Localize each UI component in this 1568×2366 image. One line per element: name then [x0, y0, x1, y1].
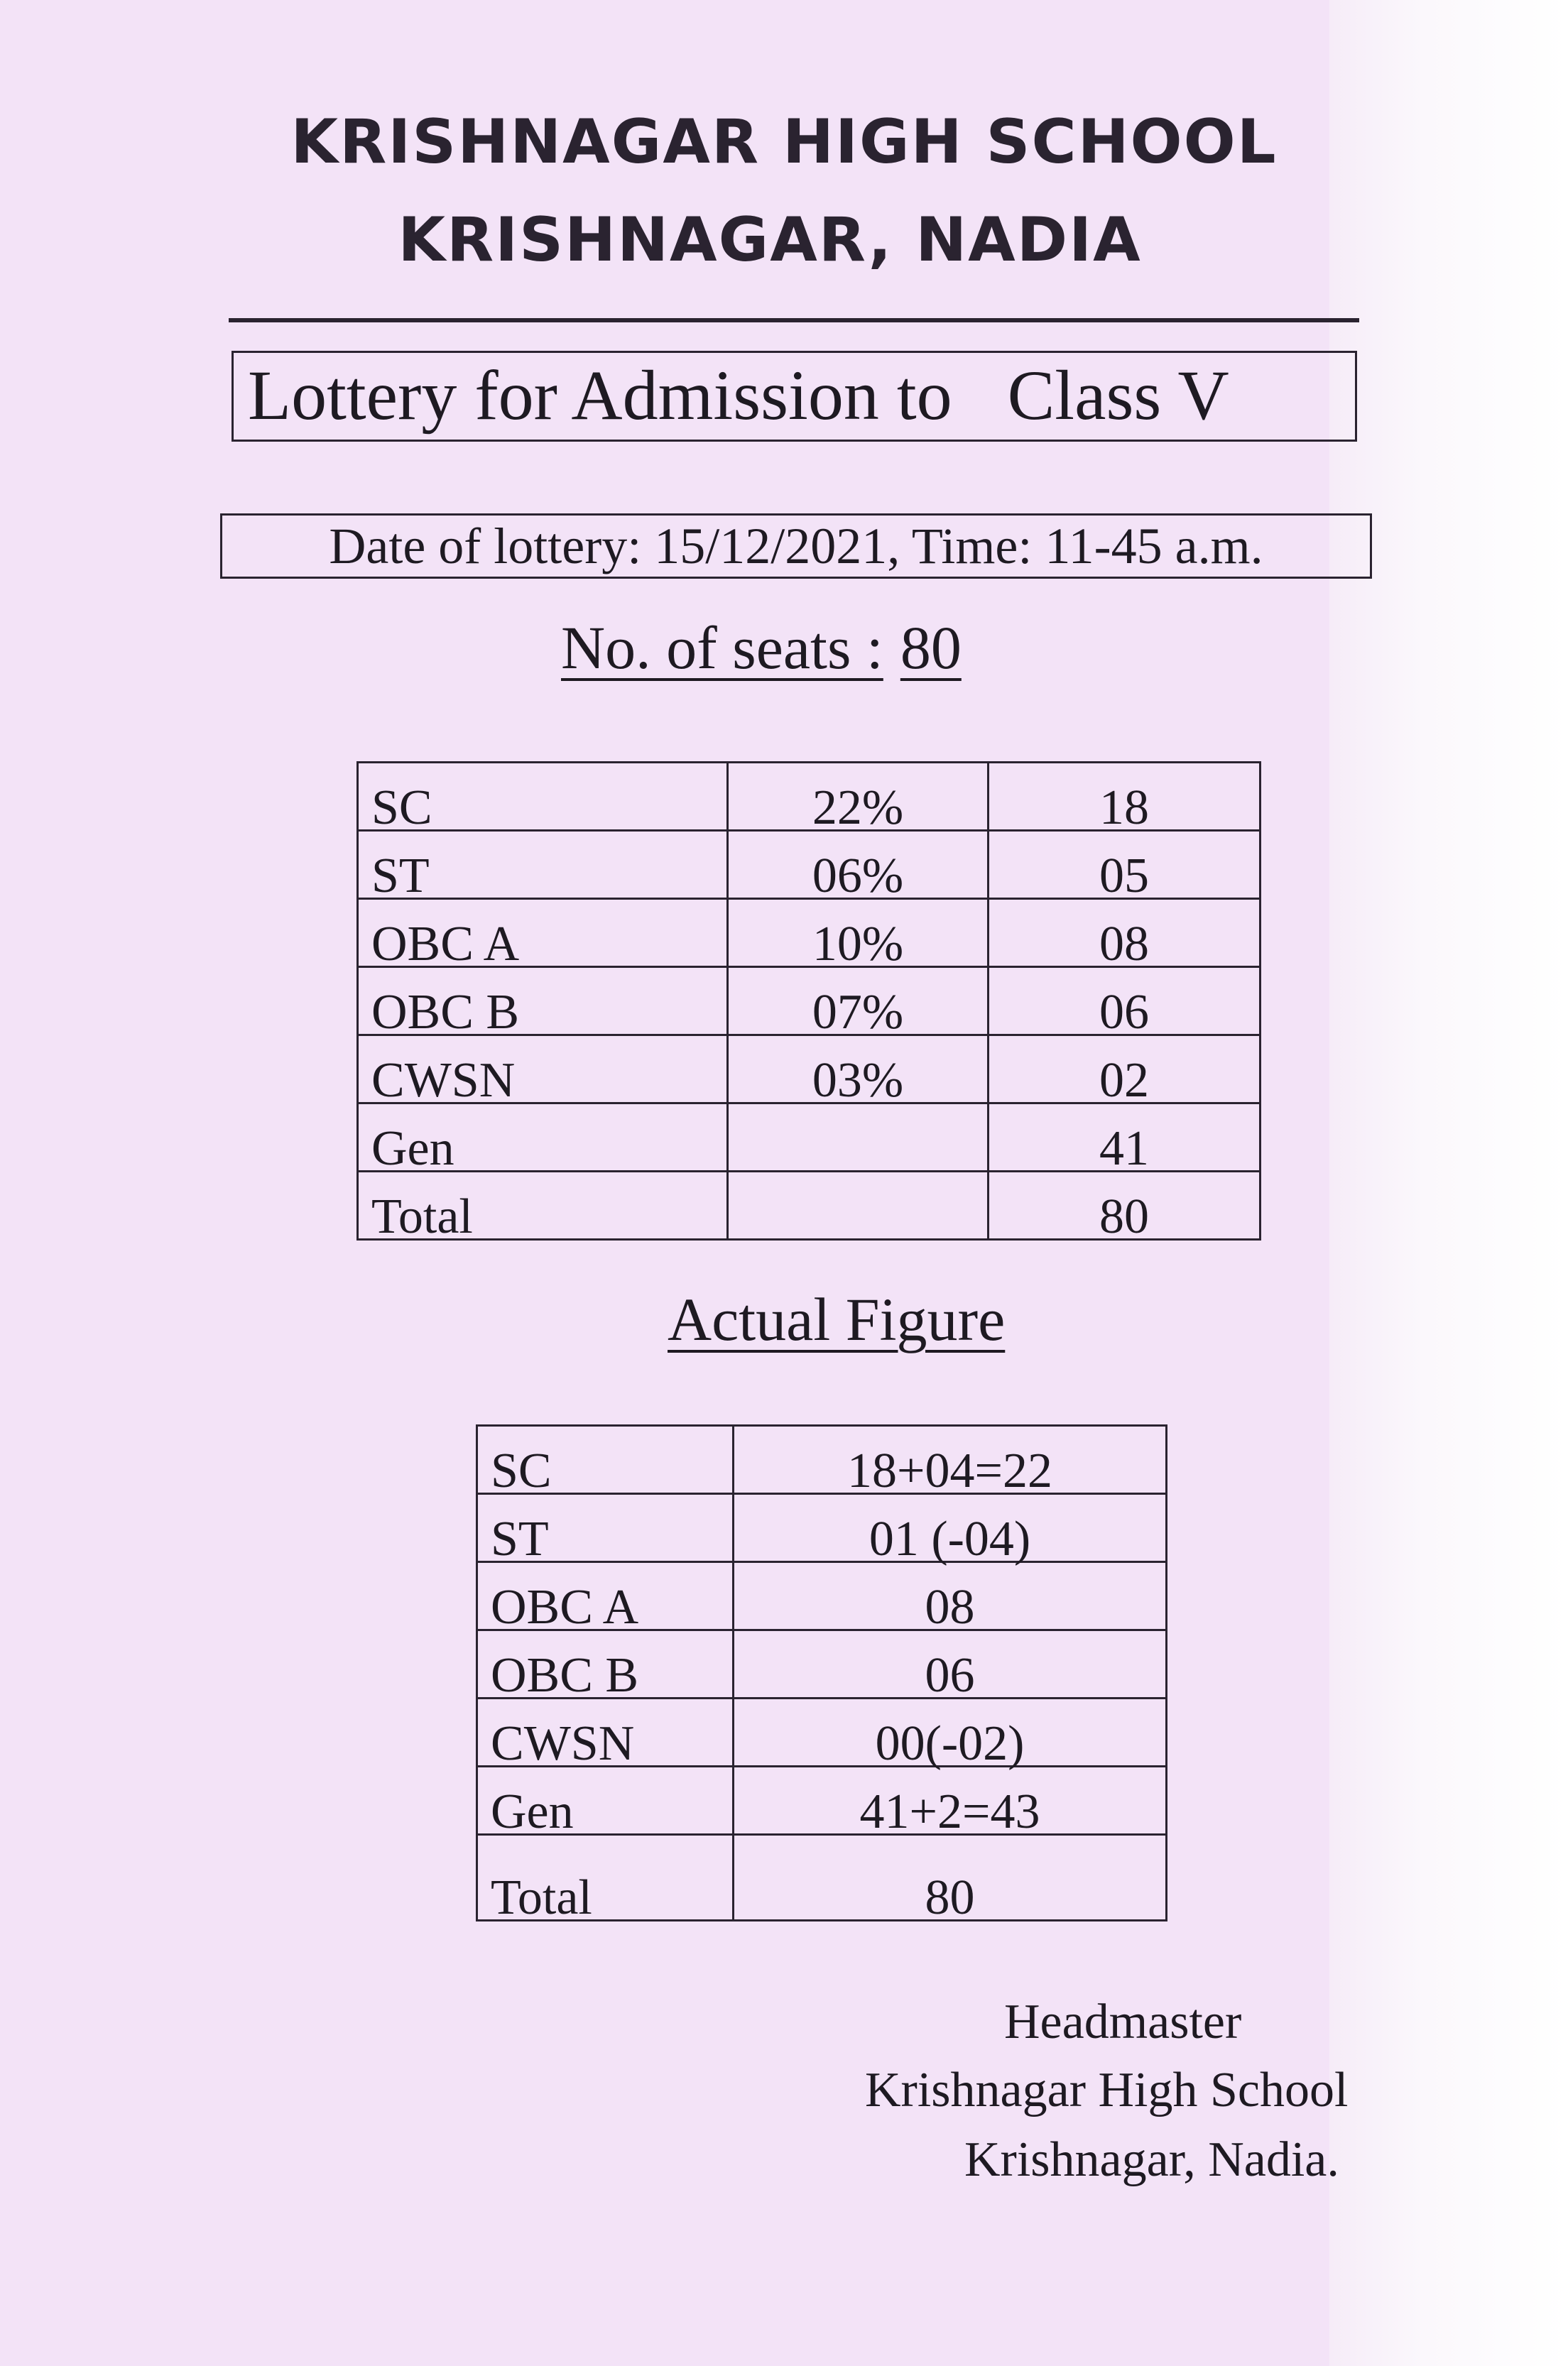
percent-cell: 03% — [727, 1035, 988, 1103]
category-cell: ST — [358, 831, 728, 899]
category-cell: OBC B — [477, 1630, 734, 1699]
actual-figure-table — [476, 1424, 1167, 1925]
table-row — [358, 967, 1261, 1035]
seats-cell: 02 — [989, 1035, 1261, 1103]
figure-cell: 00(-02) — [734, 1699, 1167, 1767]
percent-cell — [727, 1103, 988, 1172]
table-row — [358, 1172, 1261, 1240]
seats-cell: 05 — [989, 831, 1261, 899]
category-cell: Total — [477, 1835, 734, 1921]
seats-cell: 06 — [989, 967, 1261, 1035]
percent-cell: 07% — [727, 967, 988, 1035]
lottery-class: Class V — [1007, 356, 1229, 435]
figure-cell: 06 — [734, 1630, 1167, 1699]
figure-cell: 18+04=22 — [734, 1426, 1167, 1494]
scan-margin — [1329, 0, 1568, 2366]
school-name: KRISHNAGAR HIGH SCHOOL — [290, 107, 1278, 178]
table-row — [477, 1630, 1167, 1699]
table-row — [358, 1035, 1261, 1103]
lottery-title: Lottery for Admission to — [248, 356, 952, 435]
category-cell: SC — [477, 1426, 734, 1494]
category-cell: SC — [358, 763, 728, 831]
percent-cell — [727, 1172, 988, 1240]
seat-allocation-table — [356, 761, 1261, 1244]
table-row — [477, 1562, 1167, 1630]
seats-heading — [561, 612, 962, 683]
category-cell: OBC A — [477, 1562, 734, 1630]
seats-label: No. of seats : — [561, 614, 883, 682]
figure-cell: 08 — [734, 1562, 1167, 1630]
header-divider — [229, 318, 1359, 322]
figure-cell: 01 (-04) — [734, 1494, 1167, 1562]
lottery-date-time: Date of lottery: 15/12/2021, Time: 11-45 a.m. — [329, 518, 1263, 574]
seats-cell: 80 — [989, 1172, 1261, 1240]
table-row — [358, 831, 1261, 899]
seats-cell: 41 — [989, 1103, 1261, 1172]
table-row — [358, 899, 1261, 967]
category-cell: OBC A — [358, 899, 728, 967]
category-cell: Gen — [477, 1767, 734, 1835]
seats-cell: 08 — [989, 899, 1261, 967]
category-cell: ST — [477, 1494, 734, 1562]
category-cell: OBC B — [358, 967, 728, 1035]
seats-count: 80 — [900, 614, 962, 682]
signatory-title: Headmaster — [1004, 1995, 1242, 2049]
actual-figure-heading: Actual Figure — [668, 1285, 1006, 1353]
category-cell: CWSN — [358, 1035, 728, 1103]
school-location: KRISHNAGAR, NADIA — [398, 205, 1142, 276]
figure-cell: 41+2=43 — [734, 1767, 1167, 1835]
lottery-date-box — [220, 513, 1372, 579]
percent-cell: 22% — [727, 763, 988, 831]
percent-cell: 10% — [727, 899, 988, 967]
table-row — [358, 1103, 1261, 1172]
table-row — [477, 1494, 1167, 1562]
category-cell: CWSN — [477, 1699, 734, 1767]
signatory-place: Krishnagar, Nadia. — [964, 2132, 1339, 2187]
table-row — [477, 1699, 1167, 1767]
table-row — [358, 763, 1261, 831]
percent-cell: 06% — [727, 831, 988, 899]
table-row — [477, 1426, 1167, 1494]
signatory-school: Krishnagar High School — [865, 2063, 1349, 2117]
lottery-title-box — [232, 351, 1357, 442]
figure-cell: 80 — [734, 1835, 1167, 1921]
table-row — [477, 1835, 1167, 1921]
seats-cell: 18 — [989, 763, 1261, 831]
category-cell: Gen — [358, 1103, 728, 1172]
category-cell: Total — [358, 1172, 728, 1240]
table-row — [477, 1767, 1167, 1835]
